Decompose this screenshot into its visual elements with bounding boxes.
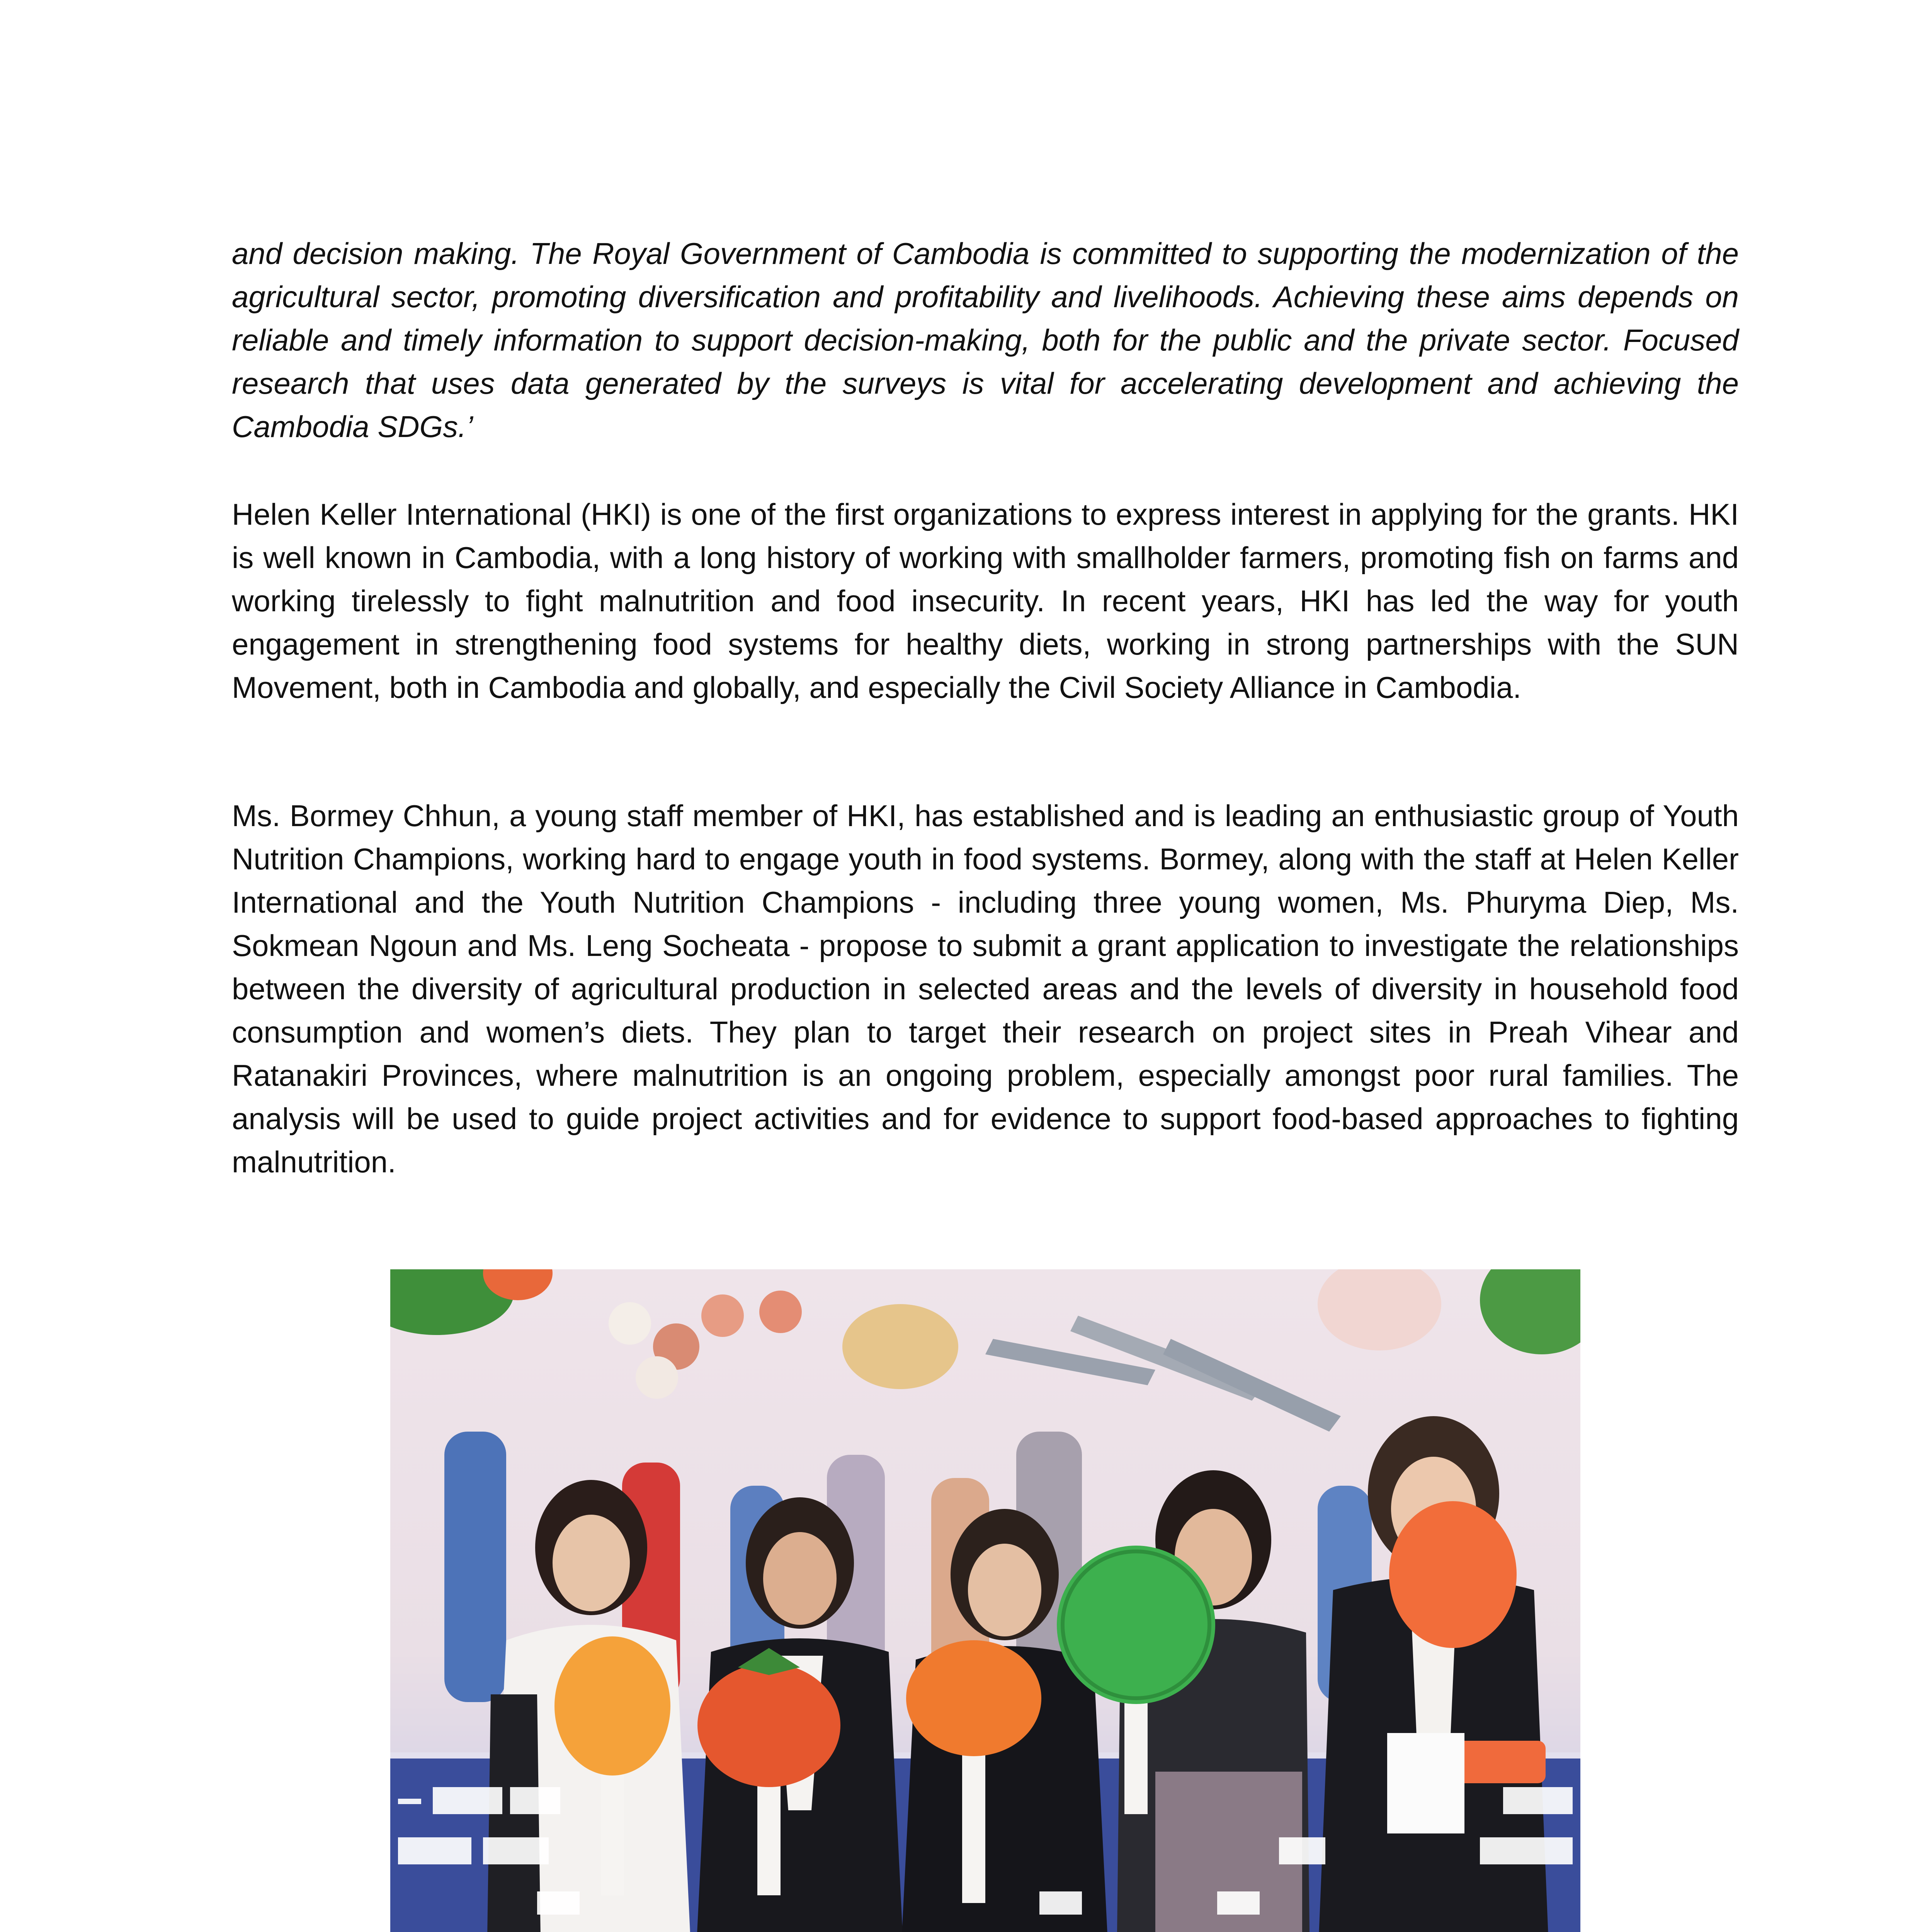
beans-illustration [842,1304,958,1389]
leafy-greens-illustration [1480,1269,1580,1354]
fish-illustration [1070,1316,1264,1401]
bormey-paragraph: Ms. Bormey Chhun, a young staff member of HKI, has established and is leading an enthusiastic group of Youth Nutrition Champions, working hard to engage youth in food systems. Bormey, along with the staff at Helen Keller International and the Youth Nutrition Champions - including three young women, Ms. Phuryma Diep, Ms. Sokmean Ngoun and Ms. Leng Socheata - propose to submit a grant application to investigate the relationships between the diversity of agricultural production in selected areas and the levels of diversity in household food consumption and women’s diets. They plan to target their research on project sites in Preah Vihear and Ratanakiri Provinces, where malnutrition is an ongoing problem, especially amongst poor rural families. The analysis will be used to guide project activities and for evidence to support food-based approaches to fighting malnutrition. [232,799,1739,1179]
youth-nutrition-champions-photo [390,1269,1580,1932]
raised-hand-illustration [444,1432,506,1702]
photo-illustration [390,1269,1580,1932]
egg-illustration [636,1356,678,1399]
egg-illustration [701,1294,744,1337]
egg-illustration [759,1291,802,1333]
quote-paragraph: and decision making. The Royal Government of Cambodia is committed to supporting the modernization of the agricultural sector, promoting diversification and profitability and livelihoods. Achieving these aims depends on reliable and timely information to support decision-making, both for the public and the private sector. Focused research that uses data generated by the surveys is vital for accelerating development and achieving the Cambodia SDGs.’ [232,236,1739,444]
egg-illustration [609,1302,651,1345]
fish-illustration [1163,1339,1341,1432]
hki-paragraph: Helen Keller International (HKI) is one of the first organizations to express interest in applying for the grants. HKI is well known in Cambodia, with a long history of working with smallholder farmers, promoting fish on farms and working tirelessly to fight malnutrition and food insecurity. In recent years, HKI has led the way for youth engagement in strengthening food systems for healthy diets, working in strong partnerships with the SUN Movement, both in Cambodia and globally, and especially the Civil Society Alliance in Cambodia. [232,497,1739,704]
chicken-illustration [1318,1269,1441,1350]
